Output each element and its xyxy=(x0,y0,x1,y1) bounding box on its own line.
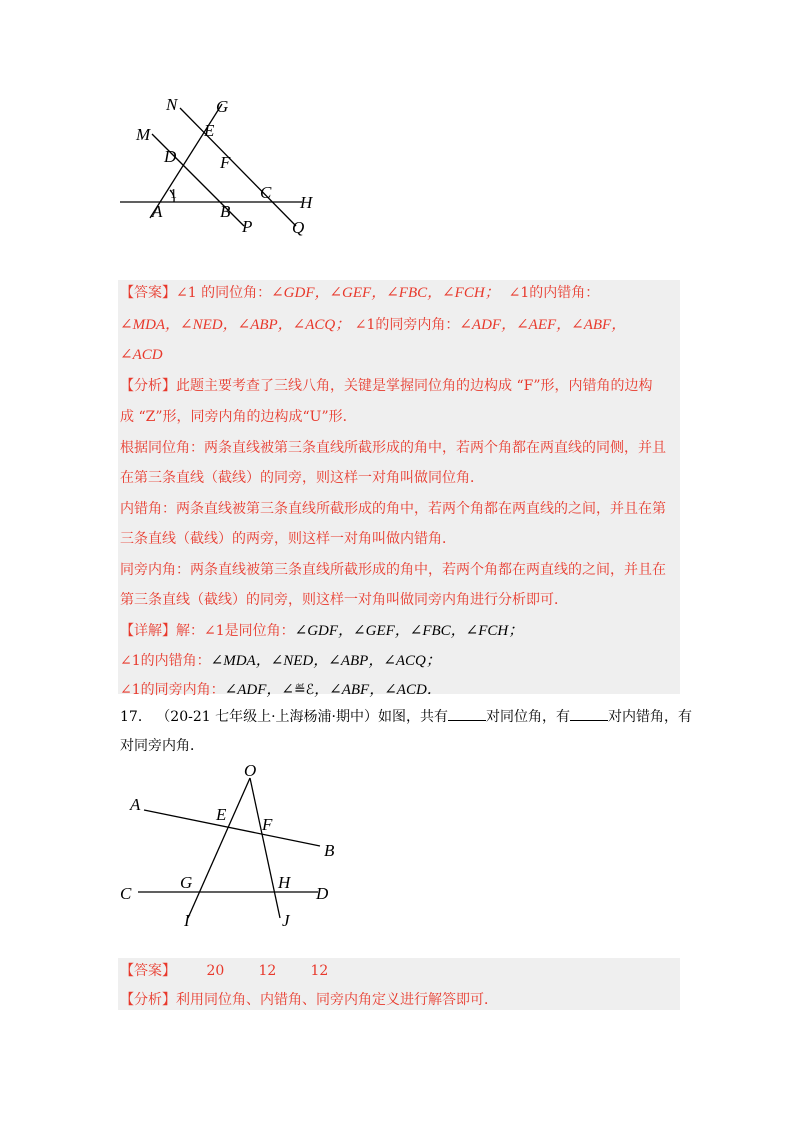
answer-1-line-2: ∠MDA，∠NED，∠ABP，∠ACQ； ∠1的同旁内角：∠ADF，∠AEF，∠ABF， xyxy=(120,317,627,333)
analysis-1-p3b: 三条直线（截线）的两旁，则这样一对角叫做内错角． xyxy=(120,531,456,547)
detail-tag: 【详解】 xyxy=(120,623,176,639)
label-f: F xyxy=(220,153,231,172)
answer-2-line xyxy=(120,961,345,981)
label-i: I xyxy=(184,911,190,930)
label-e: E xyxy=(204,121,215,140)
analysis-1-p1b: 成 “Z”形，同旁内角的边构成“U”形． xyxy=(120,409,357,425)
label-a: A xyxy=(130,795,141,814)
line-n-q xyxy=(180,108,296,226)
answer-1-line-1: 【答案】∠1 的同位角：∠GDF，∠GEF，∠FBC，∠FCH； ∠1的内错角： xyxy=(120,285,600,301)
label-h: H xyxy=(278,873,291,892)
analysis-1-p1a: 【分析】此题主要考查了三线八角，关键是掌握同位角的边构成 “F”形，内错角的边构 xyxy=(120,378,653,394)
analysis-1-p4b: 第三条直线（截线）的同旁，则这样一对角叫做同旁内角进行分析即可． xyxy=(120,592,568,608)
label-d: D xyxy=(316,884,329,903)
figure-2-diagram xyxy=(110,758,350,938)
label-a: A xyxy=(152,202,163,221)
answer-value-2: 12 xyxy=(258,963,277,979)
answer-tag: 【答案】 xyxy=(120,285,176,301)
detail-1-line-1: 【详解】解：∠1是同位角：∠GDF，∠GEF，∠FBC，∠FCH； xyxy=(120,623,524,639)
label-b: B xyxy=(324,841,335,860)
answer-1-line-3: ∠ACD xyxy=(120,347,163,363)
analysis-tag: 【分析】 xyxy=(120,992,176,1008)
analysis-1-p3a: 内错角：两条直线被第三条直线所截形成的角中，若两个角都在两直线的之间，并且在第 xyxy=(120,501,666,517)
label-g: G xyxy=(216,97,229,116)
label-m: M xyxy=(136,125,151,144)
label-b: B xyxy=(220,202,231,221)
answer-value-3: 12 xyxy=(310,963,329,979)
label-p: P xyxy=(242,217,253,236)
analysis-1-p4a: 同旁内角：两条直线被第三条直线所截形成的角中，若两个角都在两直线的之间，并且在 xyxy=(120,562,666,578)
blank-1 xyxy=(448,706,486,721)
label-o: O xyxy=(244,761,257,780)
label-h: H xyxy=(300,193,313,212)
blank-2 xyxy=(570,706,608,721)
label-c: C xyxy=(260,183,272,202)
line-o-i xyxy=(188,778,250,918)
label-f: F xyxy=(262,815,273,834)
label-q: Q xyxy=(292,218,305,237)
question-source: （20-21 七年级上·上海杨浦·期中） xyxy=(156,709,378,725)
label-c: C xyxy=(120,884,132,903)
analysis-1-p2b: 在第三条直线（截线）的同旁，则这样一对角叫做同位角． xyxy=(120,470,484,486)
detail-1-line-2: ∠1的内错角：∠MDA，∠NED，∠ABP，∠ACQ； xyxy=(120,653,441,669)
answer-tag: 【答案】 xyxy=(120,963,176,979)
question-17-line-2: 对同旁内角． xyxy=(120,738,204,754)
question-17-line-1: 17． （20-21 七年级上·上海杨浦·期中）如图，共有 对同位角，有 对内错角，有 xyxy=(120,706,692,727)
label-g: G xyxy=(180,873,193,892)
analysis-tag: 【分析】 xyxy=(120,378,176,394)
answer-value-1: 20 xyxy=(206,963,225,979)
label-j: J xyxy=(282,911,290,930)
analysis-1-p2a: 根据同位角：两条直线被第三条直线所截形成的角中，若两个角都在两直线的同侧，并且 xyxy=(120,440,666,456)
label-n: N xyxy=(166,95,178,114)
label-angle-1: 1 xyxy=(170,187,177,202)
line-o-j xyxy=(250,778,280,918)
line-a-b xyxy=(144,810,320,846)
label-e: E xyxy=(216,805,227,824)
question-number: 17． xyxy=(120,709,152,725)
label-d: D xyxy=(164,147,177,166)
detail-1-line-3: ∠1的同旁内角：∠ADF，∠≝ℰ，∠ABF，∠ACD． xyxy=(120,682,442,698)
figure-1-diagram xyxy=(110,90,330,240)
analysis-2-line: 【分析】利用同位角、内错角、同旁内角定义进行解答即可． xyxy=(120,992,498,1008)
